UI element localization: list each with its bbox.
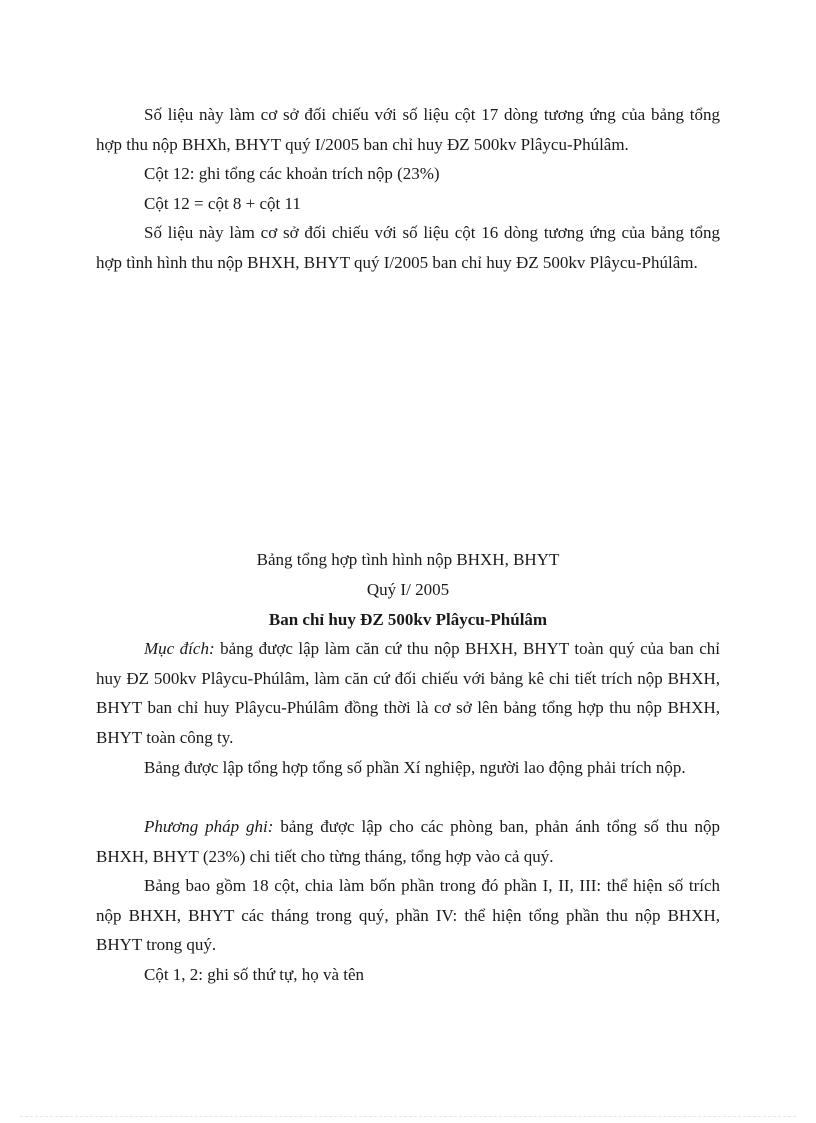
purpose-label: Mục đích: xyxy=(144,639,215,658)
method-label: Phương pháp ghi: xyxy=(144,817,274,836)
paragraph-col12-description: Cột 12: ghi tổng các khoản trích nộp (23%) xyxy=(144,164,440,183)
method-text: bảng được lập cho các phòng ban, phản ánh tổng số thu nộp BHXH, BHYT (23%) chi tiết cho từng tháng, tổng hợp vào cả quý. xyxy=(96,817,720,866)
paragraph-workers: Bảng được lập tổng hợp tổng số phần Xí nghiệp, người lao động phải trích nộp. xyxy=(144,758,686,777)
table-subtitle-quarter: Quý I/ 2005 xyxy=(366,580,450,599)
paragraph-col12-formula: Cột 12 = cột 8 + cột 11 xyxy=(144,194,301,213)
paragraph-col17-reference: Số liệu này làm cơ sở đối chiếu với số liệu cột 17 dòng tương ứng của bảng tổng hợp thu nộp BHXh, BHYT quý I/2005 ban chỉ huy ĐZ 500kv Plâycu-Phúlâm. xyxy=(96,105,720,154)
table-heading-unit: Ban chỉ huy ĐZ 500kv Plâycu-Phúlâm xyxy=(268,610,548,629)
purpose-text: bảng được lập làm căn cứ thu nộp BHXH, BHYT toàn quý của ban chỉ huy ĐZ 500kv Plâycu-Phúlâm, làm căn cứ đối chiếu với bảng kê chi tiết trích nộp BHXH, BHYT ban chỉ huy Plâycu-Phúlâm đồng thời là cơ sở lên bảng tổng hợp thu nộp BHXH, BHYT toàn công ty. xyxy=(96,639,720,748)
paragraph-columns: Bảng bao gồm 18 cột, chia làm bốn phần trong đó phần I, II, III: thể hiện số trích nộp BHXH, BHYT các tháng trong quý, phần IV: thể hiện tổng phần thu nộp BHXH, BHYT trong quý. xyxy=(96,876,720,955)
paragraph-col1-2: Cột 1, 2: ghi số thứ tự, họ và tên xyxy=(144,965,365,984)
paragraph-col16-reference: Số liệu này làm cơ sở đối chiếu với số liệu cột 16 dòng tương ứng của bảng tổng hợp tình hình thu nộp BHXH, BHYT quý I/2005 ban chỉ huy ĐZ 500kv Plâycu-Phúlâm. xyxy=(96,223,720,272)
paragraph-purpose xyxy=(96,634,720,753)
page-bottom-divider xyxy=(20,1116,796,1117)
table-title: Bảng tổng hợp tình hình nộp BHXH, BHYT xyxy=(256,550,560,569)
paragraph-method xyxy=(96,812,720,871)
